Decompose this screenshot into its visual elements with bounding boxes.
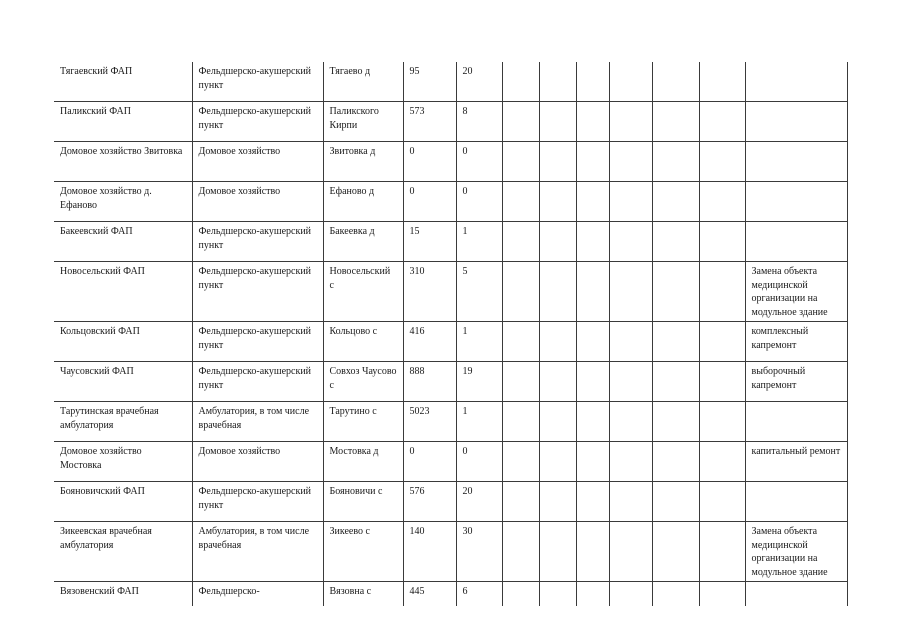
table-row — [54, 362, 847, 402]
facility-name — [54, 62, 192, 102]
facility-name-text: Домовое хозяйство Мостовка — [60, 446, 142, 471]
population-count-text: 888 — [409, 366, 425, 377]
empty-cell — [502, 442, 539, 482]
settlement-name-text: Паликского Кирпи — [329, 106, 379, 131]
settlement-name — [323, 102, 403, 142]
table-row — [54, 222, 847, 262]
facility-name-text: Новосельский ФАП — [60, 266, 145, 277]
facility-name-text: Бакеевский ФАП — [60, 226, 133, 237]
distance-value — [456, 222, 502, 262]
settlement-name-text: Тягаево д — [329, 66, 371, 77]
empty-cell — [699, 142, 745, 182]
population-count-text: 445 — [409, 586, 425, 597]
facility-type — [192, 222, 323, 262]
distance-value — [456, 102, 502, 142]
population-count-text: 15 — [409, 226, 420, 237]
repair-note — [745, 522, 847, 582]
settlement-name-text: Тарутино с — [329, 406, 377, 417]
empty-cell — [539, 182, 576, 222]
population-count — [403, 402, 456, 442]
empty-cell — [502, 222, 539, 262]
empty-cell — [652, 182, 699, 222]
empty-cell — [539, 522, 576, 582]
empty-cell — [609, 582, 652, 607]
settlement-name — [323, 142, 403, 182]
facility-type-text: Фельдшерско-акушерский пункт — [198, 66, 312, 91]
empty-cell — [609, 362, 652, 402]
empty-cell — [609, 62, 652, 102]
population-count-text: 310 — [409, 266, 425, 277]
empty-cell — [699, 442, 745, 482]
facility-type-text: Фельдшерско-акушерский пункт — [198, 266, 312, 291]
population-count — [403, 182, 456, 222]
facility-type-text: Фельдшерско- — [198, 586, 260, 597]
empty-cell — [609, 222, 652, 262]
facility-name — [54, 222, 192, 262]
repair-note — [745, 102, 847, 142]
settlement-name — [323, 182, 403, 222]
repair-note — [745, 482, 847, 522]
empty-cell — [576, 582, 609, 607]
distance-value-text: 1 — [462, 406, 468, 417]
facility-name — [54, 142, 192, 182]
facility-type-text: Фельдшерско-акушерский пункт — [198, 326, 312, 351]
settlement-name — [323, 442, 403, 482]
repair-note — [745, 362, 847, 402]
settlement-name-text: Кольцово с — [329, 326, 378, 337]
repair-note — [745, 262, 847, 322]
distance-value — [456, 522, 502, 582]
population-count-text: 5023 — [409, 406, 430, 417]
empty-cell — [576, 102, 609, 142]
empty-cell — [609, 482, 652, 522]
empty-cell — [652, 102, 699, 142]
distance-value-text: 19 — [462, 366, 473, 377]
empty-cell — [502, 62, 539, 102]
population-count — [403, 582, 456, 607]
facility-name — [54, 482, 192, 522]
population-count — [403, 362, 456, 402]
empty-cell — [539, 402, 576, 442]
population-count-text: 0 — [409, 186, 415, 197]
table-row — [54, 582, 847, 607]
empty-cell — [652, 222, 699, 262]
empty-cell — [699, 402, 745, 442]
empty-cell — [609, 522, 652, 582]
facility-name-text: Бояновичский ФАП — [60, 486, 145, 497]
distance-value-text: 6 — [462, 586, 468, 597]
empty-cell — [652, 322, 699, 362]
distance-value — [456, 582, 502, 607]
distance-value-text: 1 — [462, 326, 468, 337]
facility-name — [54, 442, 192, 482]
population-count-text: 0 — [409, 446, 415, 457]
settlement-name-text: Ефаново д — [329, 186, 375, 197]
empty-cell — [652, 582, 699, 607]
facility-type-text: Амбулатория, в том числе врачебная — [198, 406, 310, 431]
repair-note — [745, 322, 847, 362]
settlement-name — [323, 322, 403, 362]
population-count-text: 576 — [409, 486, 425, 497]
facility-name-text: Тарутинская врачебная амбулатория — [60, 406, 159, 431]
population-count — [403, 322, 456, 362]
empty-cell — [502, 182, 539, 222]
settlement-name-text: Бояновичи с — [329, 486, 383, 497]
repair-note-text: Замена объекта медицинской организации на модульное здание — [751, 526, 828, 578]
empty-cell — [652, 522, 699, 582]
distance-value-text: 1 — [462, 226, 468, 237]
empty-cell — [652, 142, 699, 182]
empty-cell — [699, 262, 745, 322]
empty-cell — [502, 482, 539, 522]
empty-cell — [699, 62, 745, 102]
distance-value-text: 0 — [462, 186, 468, 197]
facility-name-text: Чаусовский ФАП — [60, 366, 134, 377]
empty-cell — [609, 402, 652, 442]
distance-value — [456, 322, 502, 362]
table-row — [54, 522, 847, 582]
population-count — [403, 62, 456, 102]
empty-cell — [502, 142, 539, 182]
facility-name-text: Домовое хозяйство д. Ефаново — [60, 186, 152, 211]
facility-name — [54, 322, 192, 362]
settlement-name — [323, 362, 403, 402]
empty-cell — [609, 182, 652, 222]
table-row — [54, 102, 847, 142]
facility-name — [54, 522, 192, 582]
settlement-name-text: Новосельский с — [329, 266, 391, 291]
distance-value-text: 5 — [462, 266, 468, 277]
facility-type-text: Фельдшерско-акушерский пункт — [198, 226, 312, 251]
settlement-name — [323, 262, 403, 322]
distance-value — [456, 262, 502, 322]
empty-cell — [699, 222, 745, 262]
facility-name-text: Кольцовский ФАП — [60, 326, 140, 337]
facility-name-text: Домовое хозяйство Звитовка — [60, 146, 183, 157]
distance-value — [456, 482, 502, 522]
empty-cell — [699, 362, 745, 402]
population-count — [403, 522, 456, 582]
table-row — [54, 322, 847, 362]
table-row — [54, 62, 847, 102]
table-row — [54, 442, 847, 482]
empty-cell — [652, 62, 699, 102]
population-count-text: 416 — [409, 326, 425, 337]
population-count-text: 140 — [409, 526, 425, 537]
empty-cell — [539, 142, 576, 182]
population-count — [403, 142, 456, 182]
table-row — [54, 182, 847, 222]
empty-cell — [576, 522, 609, 582]
distance-value-text: 0 — [462, 446, 468, 457]
empty-cell — [539, 62, 576, 102]
settlement-name-text: Вязовна с — [329, 586, 372, 597]
facility-type-text: Фельдшерско-акушерский пункт — [198, 486, 312, 511]
empty-cell — [539, 442, 576, 482]
facility-name — [54, 582, 192, 607]
empty-cell — [576, 62, 609, 102]
empty-cell — [609, 102, 652, 142]
settlement-name — [323, 522, 403, 582]
empty-cell — [539, 222, 576, 262]
facility-name-text: Паликский ФАП — [60, 106, 131, 117]
facility-type — [192, 402, 323, 442]
facility-type — [192, 582, 323, 607]
population-count-text: 573 — [409, 106, 425, 117]
distance-value-text: 8 — [462, 106, 468, 117]
distance-value-text: 20 — [462, 66, 473, 77]
repair-note-text: комплексный капремонт — [751, 326, 809, 351]
population-count — [403, 102, 456, 142]
repair-note — [745, 62, 847, 102]
empty-cell — [539, 102, 576, 142]
empty-cell — [652, 402, 699, 442]
facility-type — [192, 262, 323, 322]
empty-cell — [502, 322, 539, 362]
facility-name — [54, 362, 192, 402]
empty-cell — [652, 362, 699, 402]
empty-cell — [699, 322, 745, 362]
distance-value — [456, 182, 502, 222]
empty-cell — [609, 262, 652, 322]
repair-note-text: Замена объекта медицинской организации на модульное здание — [751, 266, 828, 318]
empty-cell — [699, 482, 745, 522]
population-count — [403, 262, 456, 322]
facility-type — [192, 442, 323, 482]
facility-type-text: Домовое хозяйство — [198, 446, 281, 457]
repair-note-text: выборочный капремонт — [751, 366, 806, 391]
distance-value — [456, 442, 502, 482]
repair-note-text: капитальный ремонт — [751, 446, 841, 457]
empty-cell — [539, 322, 576, 362]
empty-cell — [609, 142, 652, 182]
empty-cell — [502, 402, 539, 442]
empty-cell — [699, 522, 745, 582]
empty-cell — [539, 262, 576, 322]
table-row — [54, 482, 847, 522]
facility-type-text: Амбулатория, в том числе врачебная — [198, 526, 310, 551]
empty-cell — [576, 322, 609, 362]
empty-cell — [652, 482, 699, 522]
empty-cell — [699, 182, 745, 222]
empty-cell — [576, 442, 609, 482]
facility-name — [54, 182, 192, 222]
facility-type — [192, 102, 323, 142]
settlement-name — [323, 482, 403, 522]
empty-cell — [576, 262, 609, 322]
distance-value-text: 0 — [462, 146, 468, 157]
population-count-text: 0 — [409, 146, 415, 157]
population-count-text: 95 — [409, 66, 420, 77]
empty-cell — [539, 582, 576, 607]
facility-type — [192, 62, 323, 102]
repair-note — [745, 222, 847, 262]
table-row — [54, 142, 847, 182]
facility-type-text: Домовое хозяйство — [198, 146, 281, 157]
facility-name-text: Зикеевская врачебная амбулатория — [60, 526, 152, 551]
facility-name — [54, 402, 192, 442]
empty-cell — [576, 402, 609, 442]
empty-cell — [699, 102, 745, 142]
repair-note — [745, 142, 847, 182]
repair-note — [745, 582, 847, 607]
empty-cell — [502, 102, 539, 142]
distance-value — [456, 142, 502, 182]
facility-name — [54, 102, 192, 142]
settlement-name — [323, 582, 403, 607]
facility-name-text: Тягаевский ФАП — [60, 66, 133, 77]
population-count — [403, 222, 456, 262]
empty-cell — [576, 482, 609, 522]
facility-type — [192, 142, 323, 182]
empty-cell — [576, 182, 609, 222]
facility-type-text: Домовое хозяйство — [198, 186, 281, 197]
repair-note — [745, 402, 847, 442]
empty-cell — [652, 262, 699, 322]
empty-cell — [576, 222, 609, 262]
settlement-name — [323, 402, 403, 442]
distance-value — [456, 402, 502, 442]
distance-value-text: 30 — [462, 526, 473, 537]
distance-value-text: 20 — [462, 486, 473, 497]
settlement-name-text: Звитовка д — [329, 146, 376, 157]
facility-type — [192, 362, 323, 402]
table-row — [54, 402, 847, 442]
settlement-name-text: Мостовка д — [329, 446, 379, 457]
empty-cell — [699, 582, 745, 607]
distance-value — [456, 362, 502, 402]
empty-cell — [539, 482, 576, 522]
empty-cell — [576, 362, 609, 402]
settlement-name-text: Совхоз Чаусово с — [329, 366, 397, 391]
empty-cell — [502, 522, 539, 582]
empty-cell — [609, 322, 652, 362]
empty-cell — [539, 362, 576, 402]
settlement-name — [323, 222, 403, 262]
empty-cell — [502, 362, 539, 402]
facility-type — [192, 322, 323, 362]
empty-cell — [502, 582, 539, 607]
settlement-name — [323, 62, 403, 102]
repair-note — [745, 442, 847, 482]
empty-cell — [609, 442, 652, 482]
facilities-table — [54, 62, 848, 606]
empty-cell — [652, 442, 699, 482]
table-row — [54, 262, 847, 322]
facility-type-text: Фельдшерско-акушерский пункт — [198, 366, 312, 391]
facility-name — [54, 262, 192, 322]
facility-name-text: Вязовенский ФАП — [60, 586, 139, 597]
population-count — [403, 442, 456, 482]
facility-type — [192, 522, 323, 582]
population-count — [403, 482, 456, 522]
facility-type — [192, 482, 323, 522]
facility-type-text: Фельдшерско-акушерский пункт — [198, 106, 312, 131]
empty-cell — [502, 262, 539, 322]
settlement-name-text: Зикеево с — [329, 526, 370, 537]
distance-value — [456, 62, 502, 102]
repair-note — [745, 182, 847, 222]
settlement-name-text: Бакеевка д — [329, 226, 375, 237]
empty-cell — [576, 142, 609, 182]
facility-type — [192, 182, 323, 222]
